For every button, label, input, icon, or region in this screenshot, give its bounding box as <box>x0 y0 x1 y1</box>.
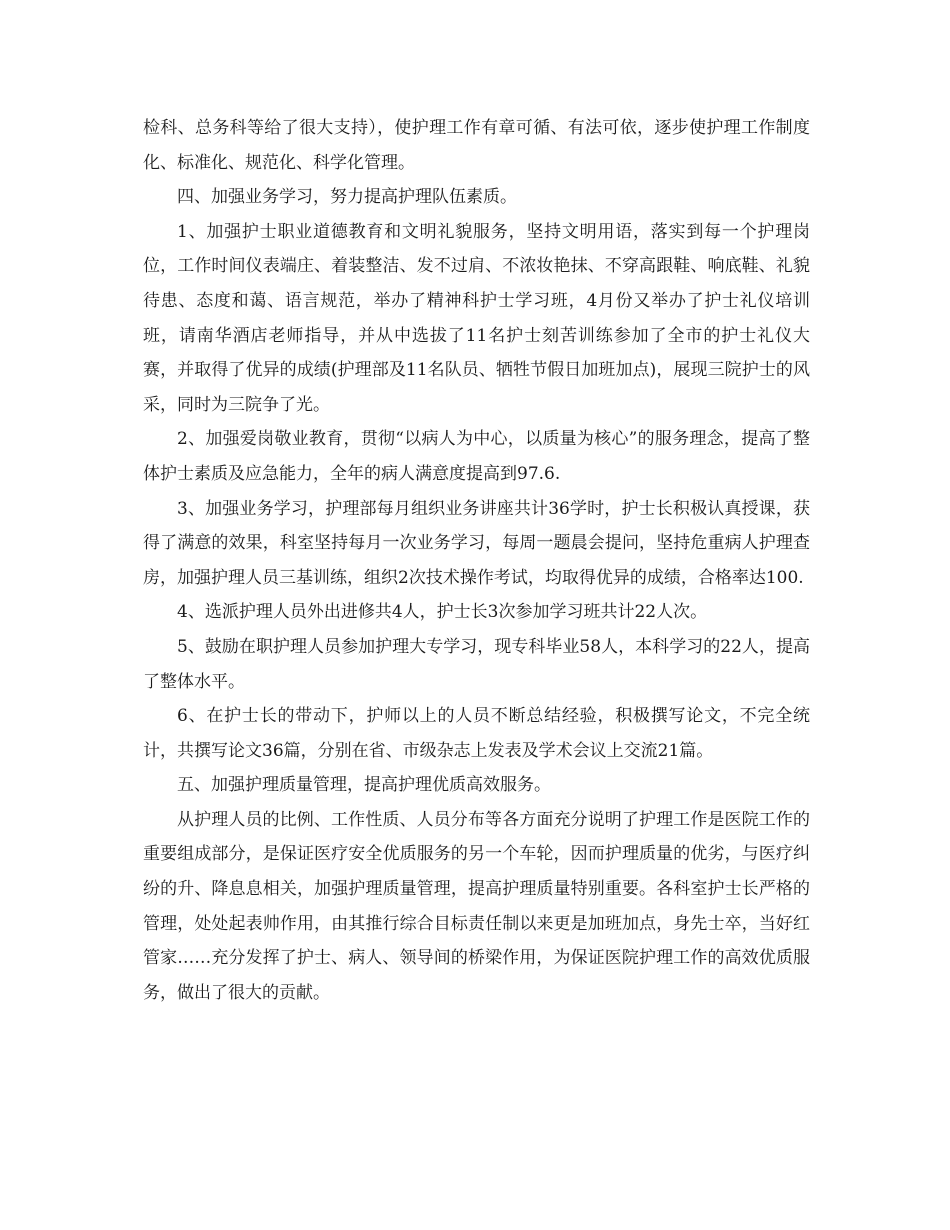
paragraph-continuation: 检科、总务科等给了很大支持），使护理工作有章可循、有法可依，逐步使护理工作制度化、标准化、规范化、科学化管理。 <box>143 118 810 173</box>
section-heading-4: 四、加强业务学习，努力提高护理队伍素质。 <box>177 187 517 208</box>
paragraph-item-2: 2、加强爱岗敬业教育，贯彻“以病人为中心，以质量为核心”的服务理念，提高了整体护士素质及应急能力，全年的病人满意度提高到97.6. <box>143 429 810 484</box>
paragraph-item-1: 1、加强护士职业道德教育和文明礼貌服务，坚持文明用语，落实到每一个护理岗位，工作时间仪表端庄、着装整洁、发不过肩、不浓妆艳抹、不穿高跟鞋、响底鞋、礼貌待患、态度和蔼、语言规范，举办了精神科护士学习班，4月份又举办了护士礼仪培训班，请南华酒店老师指导，并从中选拔了11名护士刻苦训练参加了全市的护士礼仪大赛，并取得了优异的成绩(护理部及11名队员、牺牲节假日加班加点)，展现三院护士的风采，同时为三院争了光。 <box>143 221 810 415</box>
paragraph-item-4: 4、选派护理人员外出进修共4人，护士长3次参加学习班共计22人次。 <box>177 602 708 623</box>
section-heading-5: 五、加强护理质量管理，提高护理优质高效服务。 <box>177 775 551 796</box>
paragraph-item-3: 3、加强业务学习，护理部每月组织业务讲座共计36学时，护士长积极认真授课，获得了满意的效果，科室坚持每月一次业务学习，每周一题晨会提问，坚持危重病人护理查房，加强护理人员三基训练，组织2次技术操作考试，均取得优异的成绩，合格率达100. <box>143 498 810 588</box>
paragraph-item-5: 5、鼓励在职护理人员参加护理大专学习，现专科毕业58人，本科学习的22人，提高了整体水平。 <box>143 636 810 692</box>
paragraph-item-6: 6、在护士长的带动下，护师以上的人员不断总结经验，积极撰写论文，不完全统计，共撰写论文36篇，分别在省、市级杂志上发表及学术会议上交流21篇。 <box>143 706 810 761</box>
paragraph-quality-management: 从护理人员的比例、工作性质、人员分布等各方面充分说明了护理工作是医院工作的重要组成部分，是保证医疗安全优质服务的另一个车轮，因而护理质量的优劣，与医疗纠纷的升、降息息相关，加强护理质量管理，提高护理质量特别重要。各科室护士长严格的管理，处处起表帅作用，由其推行综合目标责任制以来更是加班加点，身先士卒，当好红管家……充分发挥了护士、病人、领导间的桥梁作用，为保证医院护理工作的高效优质服务，做出了很大的贡献。 <box>143 809 810 1003</box>
